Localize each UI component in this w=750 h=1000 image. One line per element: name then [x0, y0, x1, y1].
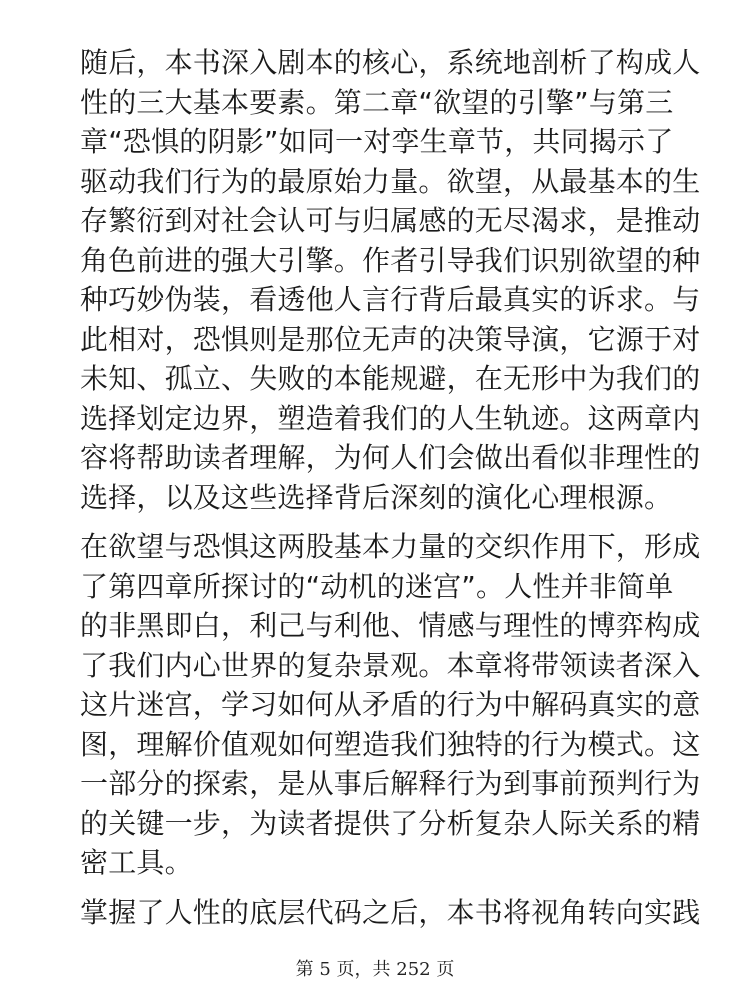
paragraph-2: [80, 527, 701, 883]
text-line: 未知、孤立、失败的本能规避，在无形中为我们的: [80, 362, 701, 395]
text-line: 选择划定边界，塑造着我们的人生轨迹。这两章内: [80, 401, 701, 435]
text-line: 存繁衍到对社会认可与归属感的无尽渴求，是推动: [80, 204, 701, 237]
paragraph-spacer: [80, 883, 680, 893]
text-line: 在欲望与恐惧这两股基本力量的交织作用下，形成: [80, 530, 701, 563]
text-line: 一部分的探索，是从事后解释行为到事前预判行为: [80, 767, 701, 800]
text-line: 了第四章所探讨的“动机的迷宫”。人性并非简单: [80, 569, 674, 603]
paragraph-3: [80, 893, 701, 933]
paragraph-spacer: [80, 517, 680, 527]
text-line: 此相对，恐惧则是那位无声的决策导演，它源于对: [80, 322, 701, 356]
text-line: 章“恐惧的阴影”如同一对孪生章节，共同揭示了: [80, 125, 674, 158]
text-line: 掌握了人性的底层代码之后，本书将视角转向实践: [80, 895, 701, 929]
text-line: 图，理解价值观如何塑造我们独特的行为模式。这: [80, 727, 701, 761]
text-line: 角色前进的强大引擎。作者引导我们识别欲望的种: [80, 243, 701, 277]
paragraph-1: [80, 43, 701, 517]
text-line: 了我们内心世界的复杂景观。本章将带领读者深入: [80, 648, 701, 682]
text-line: 容将帮助读者理解，为何人们会做出看似非理性的: [80, 441, 701, 474]
text-line: 性的三大基本要素。第二章“欲望的引擎”与第三: [80, 85, 674, 119]
text-line: 驱动我们行为的最原始力量。欲望，从最基本的生: [80, 164, 701, 198]
page-number-footer: 第 5 页，共 252 页: [295, 959, 455, 980]
text-line: 随后，本书深入剧本的核心，系统地剖析了构成人: [80, 46, 701, 79]
text-line: 密工具。: [80, 846, 193, 879]
text-line: 的非黑即白，利己与利他、情感与理性的博弈构成: [80, 609, 701, 642]
body-text: [80, 43, 701, 932]
text-line: 种巧妙伪装，看透他人言行背后最真实的诉求。与: [80, 283, 701, 316]
text-line: 这片迷宫，学习如何从矛盾的行为中解码真实的意: [80, 688, 701, 721]
text-line: 选择，以及这些选择背后深刻的演化心理根源。: [80, 480, 673, 514]
text-line: 的关键一步，为读者提供了分析复杂人际关系的精: [80, 806, 701, 840]
